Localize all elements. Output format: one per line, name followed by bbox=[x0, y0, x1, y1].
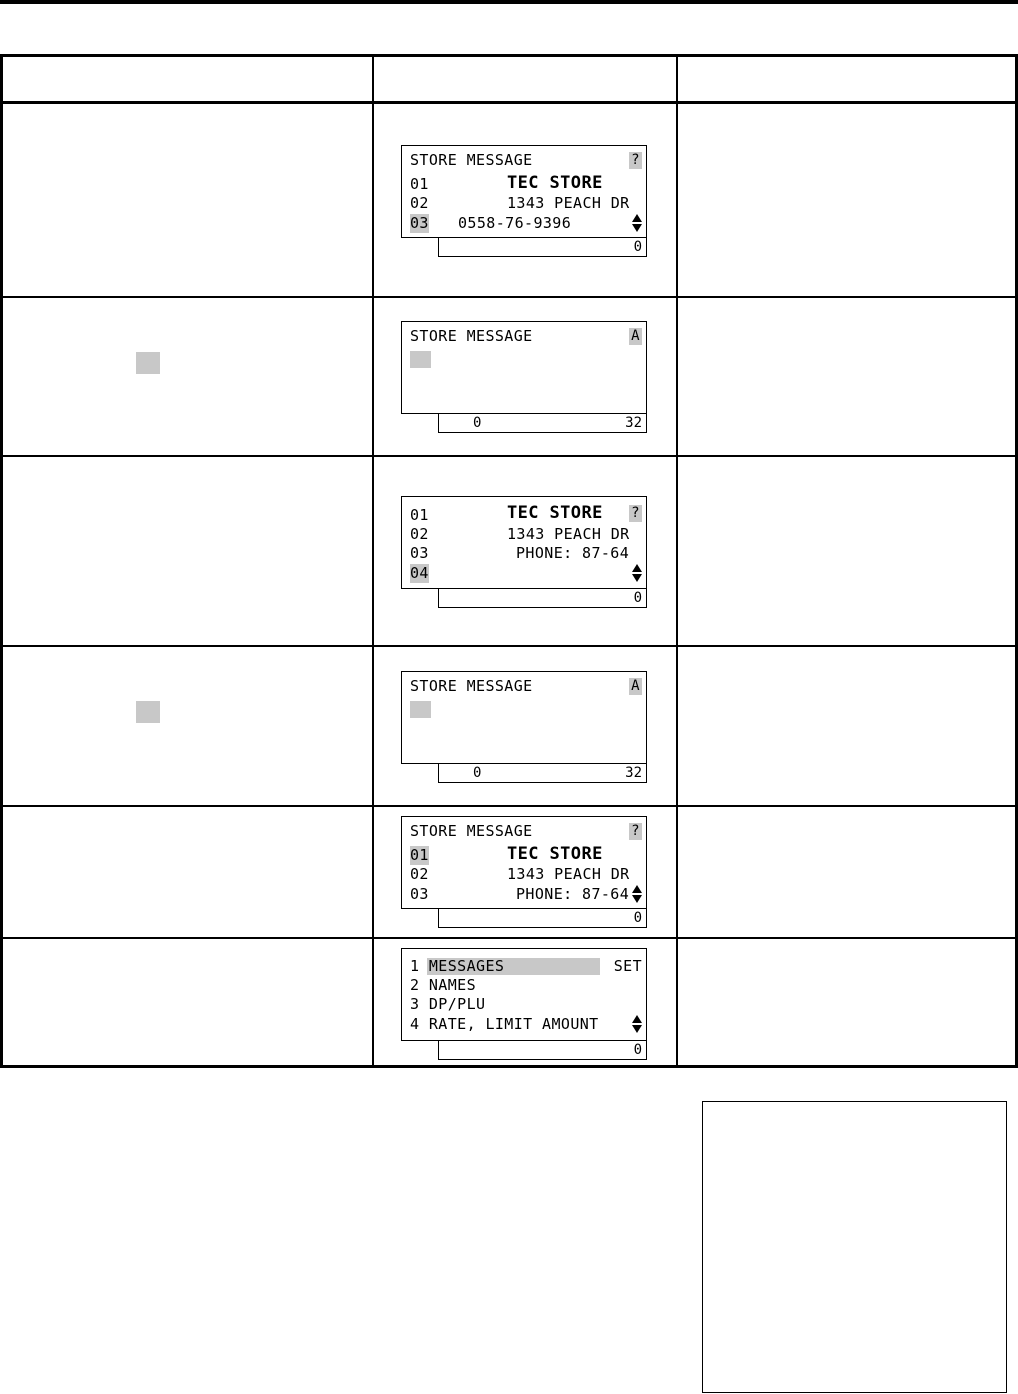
lcd-counter bbox=[438, 1041, 647, 1060]
lcd-line-number: 03 bbox=[410, 885, 429, 903]
lcd-line-number: 03 bbox=[410, 544, 429, 562]
lcd-screen bbox=[401, 948, 647, 1041]
notes-box bbox=[702, 1101, 1007, 1393]
lcd-counter bbox=[438, 238, 647, 257]
scroll-arrows-icon bbox=[632, 1015, 642, 1033]
lcd-store-name: TEC STORE bbox=[507, 173, 603, 193]
lcd-line-number: 03 bbox=[410, 214, 429, 232]
lcd-title: STORE MESSAGE bbox=[410, 677, 533, 695]
row-divider bbox=[3, 296, 1015, 298]
alpha-mode-badge: A bbox=[629, 328, 642, 345]
lcd-line-text: 1343 PEACH DR bbox=[507, 865, 630, 883]
input-cursor bbox=[410, 701, 431, 718]
row-divider bbox=[3, 805, 1015, 807]
counter-value: 0 bbox=[473, 765, 482, 781]
input-cursor bbox=[410, 351, 431, 368]
lcd-line-text: 1343 PEACH DR bbox=[507, 194, 630, 212]
counter-value: 0 bbox=[633, 1042, 642, 1058]
key-placeholder bbox=[136, 352, 160, 374]
lcd-counter bbox=[438, 589, 647, 608]
scroll-arrows-icon bbox=[632, 214, 642, 232]
lcd-title: STORE MESSAGE bbox=[410, 822, 533, 840]
lcd-counter bbox=[438, 414, 647, 433]
lcd-line-number: 01 bbox=[410, 506, 429, 524]
key-placeholder bbox=[136, 701, 160, 723]
lcd-screen bbox=[401, 145, 647, 238]
menu-item: 1 MESSAGES bbox=[410, 957, 505, 975]
counter-max: 32 bbox=[625, 415, 642, 431]
lcd-screen bbox=[401, 321, 647, 414]
scroll-arrows-icon bbox=[632, 885, 642, 903]
lcd-screen bbox=[401, 671, 647, 764]
row-divider bbox=[3, 455, 1015, 457]
lcd-line-number: 02 bbox=[410, 194, 429, 212]
column-divider bbox=[676, 57, 678, 1065]
table-header-line bbox=[3, 101, 1015, 104]
menu-item: 2 NAMES bbox=[410, 976, 477, 994]
lcd-counter bbox=[438, 764, 647, 783]
lcd-line-number: 04 bbox=[410, 564, 429, 582]
lcd-line-text: 1343 PEACH DR bbox=[507, 525, 630, 543]
lcd-line-text: PHONE: 87-64 bbox=[516, 885, 630, 903]
column-divider bbox=[372, 57, 374, 1065]
lcd-line-number: 02 bbox=[410, 865, 429, 883]
lcd-line-text: 0558-76-9396 bbox=[458, 214, 572, 232]
question-badge: ? bbox=[629, 823, 642, 840]
menu-set-tag: SET bbox=[613, 957, 642, 975]
row-divider bbox=[3, 937, 1015, 939]
lcd-screen bbox=[401, 496, 647, 589]
lcd-title: STORE MESSAGE bbox=[410, 151, 533, 169]
lcd-line-number: 01 bbox=[410, 846, 429, 864]
lcd-line-number: 02 bbox=[410, 525, 429, 543]
menu-item: 3 DP/PLU bbox=[410, 995, 486, 1013]
header-rule bbox=[0, 0, 1018, 4]
row-divider bbox=[3, 645, 1015, 647]
procedure-table bbox=[0, 54, 1018, 1068]
lcd-store-name: TEC STORE bbox=[507, 503, 603, 523]
question-badge: ? bbox=[629, 505, 642, 522]
lcd-store-name: TEC STORE bbox=[507, 844, 603, 864]
alpha-mode-badge: A bbox=[629, 678, 642, 695]
counter-value: 0 bbox=[473, 415, 482, 431]
counter-value: 0 bbox=[633, 590, 642, 606]
lcd-title: STORE MESSAGE bbox=[410, 327, 533, 345]
lcd-line-text: PHONE: 87-64 bbox=[516, 544, 630, 562]
question-badge: ? bbox=[629, 152, 642, 169]
counter-value: 0 bbox=[633, 239, 642, 255]
counter-value: 0 bbox=[633, 910, 642, 926]
lcd-counter bbox=[438, 909, 647, 928]
menu-item: 4 RATE, LIMIT AMOUNT bbox=[410, 1015, 599, 1033]
lcd-line-number: 01 bbox=[410, 175, 429, 193]
lcd-screen bbox=[401, 816, 647, 909]
counter-max: 32 bbox=[625, 765, 642, 781]
scroll-arrows-icon bbox=[632, 564, 642, 582]
